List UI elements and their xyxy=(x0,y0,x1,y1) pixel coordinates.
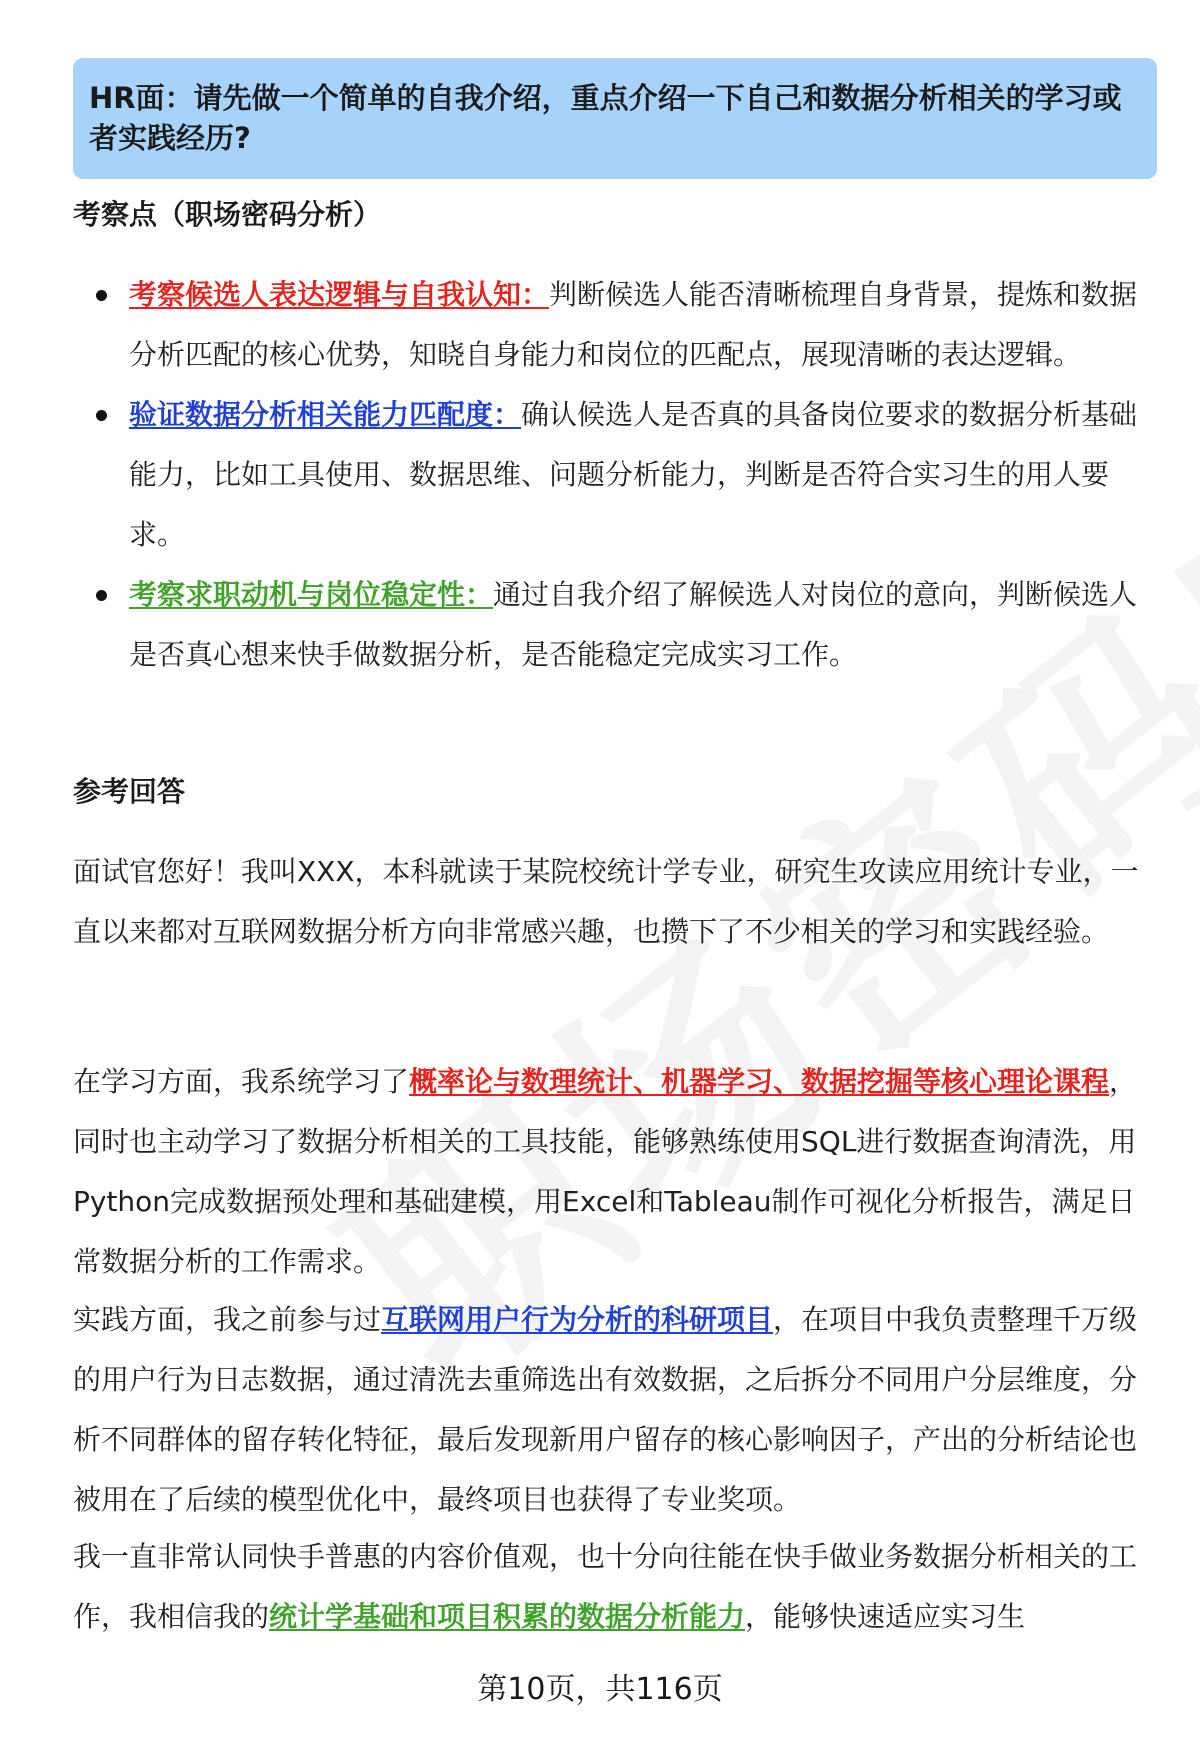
answer-highlight: 互联网用户行为分析的科研项目 xyxy=(381,1303,774,1336)
answer-heading: 参考回答 xyxy=(73,775,186,808)
answer-paragraph-practice xyxy=(73,1290,1158,1530)
question-text: HR面：请先做一个简单的自我介绍，重点介绍一下自己和数据分析相关的学习或者实践经历? xyxy=(89,81,1122,155)
answer-paragraph-intro xyxy=(73,842,1158,962)
points-heading: 考察点（职场密码分析） xyxy=(73,198,382,231)
point-keyword: 考察候选人表达逻辑与自我认知： xyxy=(129,278,550,311)
point-keyword: 考察求职动机与岗位稳定性： xyxy=(129,578,494,611)
point-text: 通过自我介绍了解候选人对岗位的意向，判断候选人是否真心想来快手做数据分析，是否能稳定完成实习工作。 xyxy=(129,578,1138,671)
answer-highlight: 统计学基础和项目积累的数据分析能力 xyxy=(269,1600,746,1633)
point-text: 确认候选人是否真的具备岗位要求的数据分析基础能力，比如工具使用、数据思维、问题分析能力，判断是否符合实习生的用人要求。 xyxy=(129,398,1138,551)
answer-text: 在学习方面，我系统学习了 xyxy=(73,1065,410,1098)
answer-text: ，在项目中我负责整理千万级的用户行为日志数据，通过清洗去重筛选出有效数据，之后拆分不同用户分层维度，分析不同群体的留存转化特征，最后发现新用户留存的核心影响因子，产出的分析结论也被用在了后续的模型优化中，最终项目也获得了专业奖项。 xyxy=(73,1303,1138,1516)
list-item xyxy=(73,265,1153,385)
answer-paragraph-motivation xyxy=(73,1527,1158,1647)
bullet-dot-icon xyxy=(96,590,107,601)
list-item xyxy=(73,565,1153,685)
list-item xyxy=(73,385,1153,565)
bullet-dot-icon xyxy=(96,410,107,421)
answer-paragraph-study xyxy=(73,1052,1158,1292)
answer-text: ，同时也主动学习了数据分析相关的工具技能，能够熟练使用SQL进行数据查询清洗，用Python完成数据预处理和基础建模，用Excel和Tableau制作可视化分析报告，满足日常数据分析的工作需求。 xyxy=(73,1065,1138,1278)
point-text: 判断候选人能否清晰梳理自身背景，提炼和数据分析匹配的核心优势，知晓自身能力和岗位的匹配点，展现清晰的表达逻辑。 xyxy=(129,278,1138,371)
answer-text: 面试官您好！我叫XXX，本科就读于某院校统计学专业，研究生攻读应用统计专业，一直以来都对互联网数据分析方向非常感兴趣，也攒下了不少相关的学习和实践经验。 xyxy=(73,855,1139,948)
answer-highlight: 概率论与数理统计、机器学习、数据挖掘等核心理论课程 xyxy=(409,1065,1110,1098)
answer-text: 我一直非常认同快手普惠的内容价值观，也十分向往能在快手做业务数据分析相关的工作，我相信我的 xyxy=(73,1540,1138,1633)
answer-text: ，能够快速适应实习生 xyxy=(745,1600,1026,1633)
answer-text: 实践方面，我之前参与过 xyxy=(73,1303,382,1336)
question-box xyxy=(73,58,1157,179)
page-number: 第10页，共116页 xyxy=(477,1672,723,1707)
point-keyword: 验证数据分析相关能力匹配度： xyxy=(129,398,522,431)
points-list xyxy=(73,265,1153,685)
bullet-dot-icon xyxy=(96,290,107,301)
